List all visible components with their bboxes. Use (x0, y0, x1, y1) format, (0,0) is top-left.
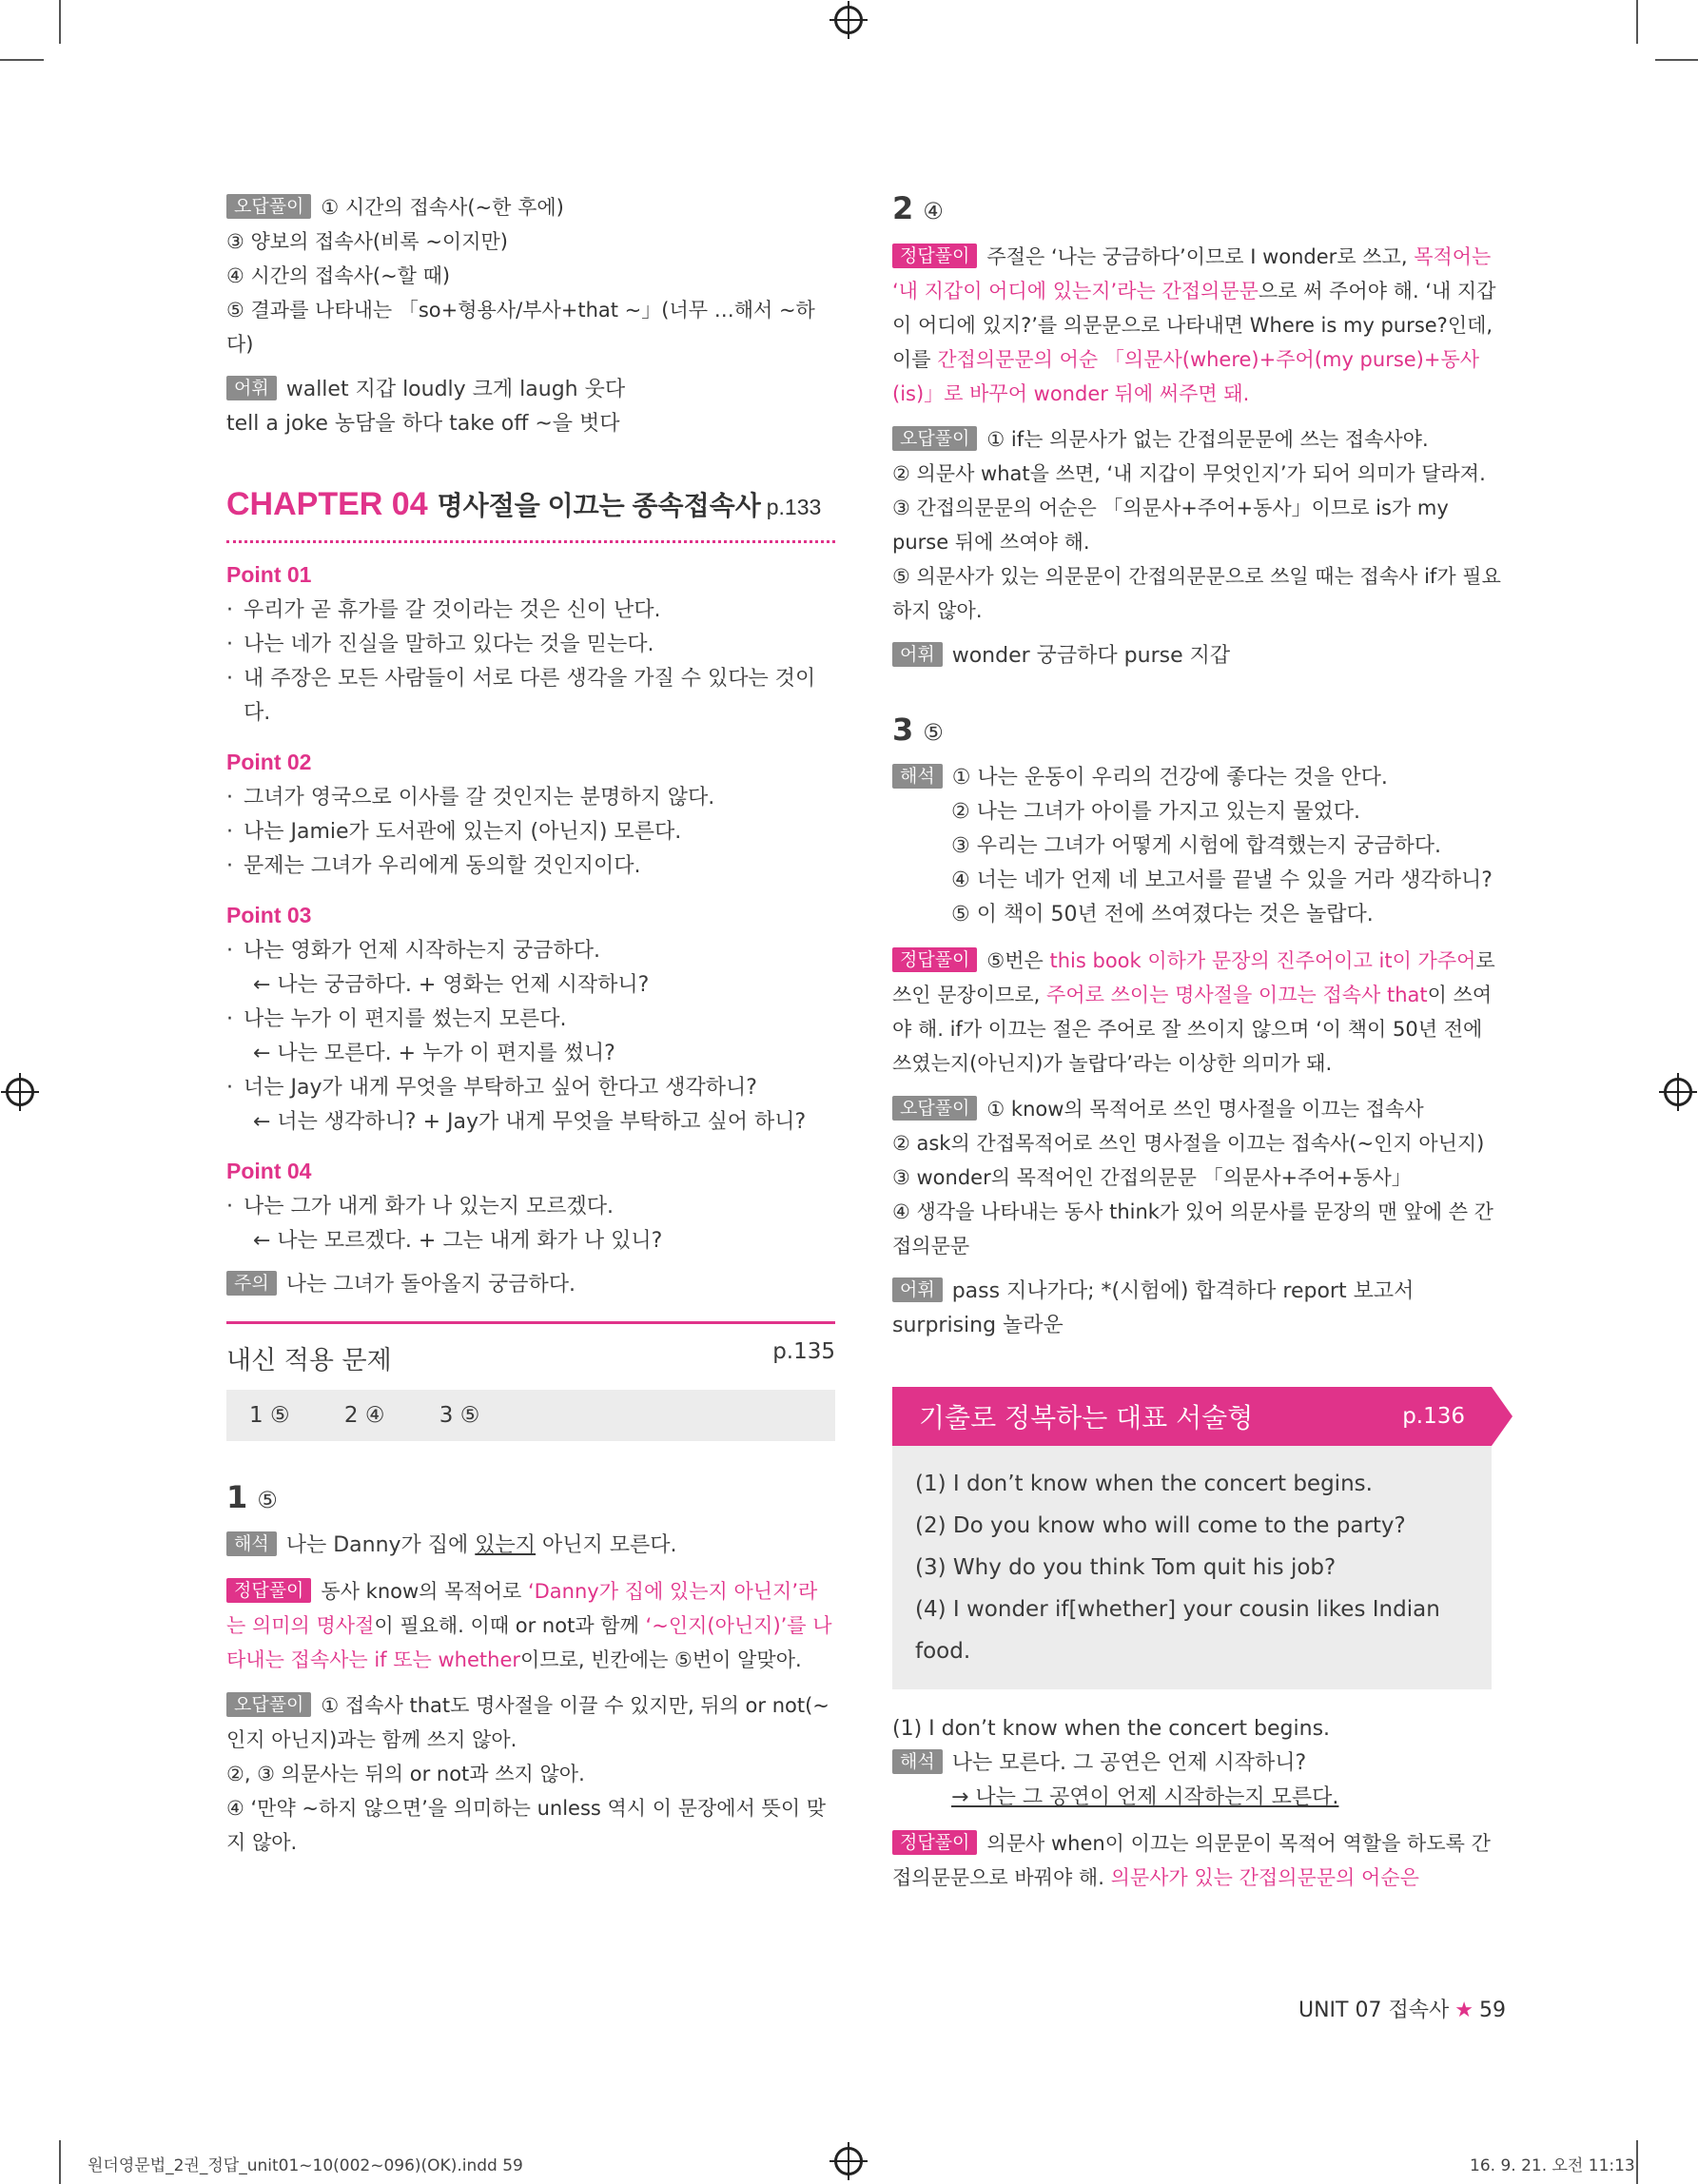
answer-tag: 정답풀이 (892, 1830, 977, 1855)
question-num-label: 3 (892, 712, 914, 748)
crop-mark (59, 0, 61, 44)
point-example-line: · 나는 그가 내게 화가 나 있는지 모르겠다. (226, 1190, 835, 1224)
writing-section-banner (892, 1387, 1492, 1446)
wrong-tag: 오답풀이 (226, 194, 311, 219)
explanation-highlight: 주어로 쓰이는 명사절을 이끄는 접속사 that (1046, 984, 1428, 1006)
vocab (892, 639, 1501, 673)
translation-line: ③ 우리는 그녀가 어떻게 시험에 합격했는지 궁금하다. (951, 834, 1441, 858)
caution-note (226, 1268, 835, 1302)
prev-question-vocab (226, 373, 835, 441)
point-derivation-line: ← 나는 모른다. + 누가 이 편지를 썼니? (253, 1042, 615, 1065)
explanation-highlight: 목적어는 ‘내 지갑이 어디에 있는지’라는 간접의문문 (892, 245, 1492, 302)
vocab-line: pass 지나가다; *(시험에) 합격하다 report 보고서 (951, 1279, 1415, 1303)
writing-answers-box (892, 1446, 1492, 1689)
crop-mark (1655, 59, 1698, 61)
question-number (226, 1479, 835, 1515)
explanation-text: 이 필요해. 이때 or not과 함께 (374, 1614, 646, 1637)
explanation-highlight: 간접의문문의 어순 「의문사(where)+주어(my purse)+동사(is)」로 바꾸어 wonder 뒤에 써주면 돼. (892, 348, 1480, 405)
writing-answer-item: (3) Why do you think Tom quit his job? (915, 1555, 1337, 1580)
answer-explanation (892, 1826, 1501, 1895)
vocab-tag: 어휘 (226, 376, 277, 400)
wrong-explanation (226, 1688, 835, 1860)
chapter-label: CHAPTER 04 (226, 486, 428, 522)
answer-tag: 정답풀이 (226, 1578, 311, 1603)
vocab-line: tell a joke 농담을 하다 take off ~을 벗다 (226, 412, 620, 436)
wrong-line: ① if는 의문사가 없는 간접의문문에 쓰는 접속사야. (986, 428, 1429, 451)
translation-tag: 해석 (892, 764, 943, 789)
point-example-line: · 나는 누가 이 편지를 썼는지 모른다. (226, 1003, 835, 1037)
question-answer-choice: ⑤ (923, 719, 944, 746)
translation-line: ② 나는 그녀가 아이를 가지고 있는지 물었다. (951, 800, 1360, 824)
answer-tag: 정답풀이 (892, 947, 977, 972)
answer-explanation (226, 1574, 835, 1677)
point-derivation-line: ← 너는 생각하니? + Jay가 내게 무엇을 부탁하고 싶어 하니? (253, 1110, 807, 1134)
translation-line: ① 나는 운동이 우리의 건강에 좋다는 것을 안다. (951, 766, 1388, 790)
translation-underlined: 있는지 (475, 1533, 537, 1557)
translation-line: ⑤ 이 책이 50년 전에 쓰여졌다는 것은 놀랍다. (951, 903, 1374, 926)
crop-mark (0, 59, 44, 61)
wrong-line: ④ 생각을 나타내는 동사 think가 있어 의문사를 문장의 맨 앞에 쓴 간접의문문 (892, 1200, 1493, 1258)
point-example-line: · 우리가 곧 휴가를 갈 것이라는 것은 신이 난다. (226, 594, 835, 628)
right-column (892, 190, 1501, 1895)
chapter-title: 명사절을 이끄는 종속접속사 (437, 491, 761, 520)
vocab-line: wallet 지갑 loudly 크게 laugh 웃다 (285, 378, 626, 401)
translation-tag: 해석 (226, 1531, 277, 1556)
caution-tag: 주의 (226, 1271, 277, 1296)
wrong-line: ④ ‘만약 ~하지 않으면’을 의미하는 unless 역시 이 문장에서 뜻이 맞지 않아. (226, 1797, 827, 1854)
wrong-line: ① 시간의 접속사(~한 후에) (321, 196, 564, 219)
vocab-tag: 어휘 (892, 642, 943, 667)
point-example-line: · 나는 네가 진실을 말하고 있다는 것을 믿는다. (226, 628, 835, 662)
point-example-line: · 문제는 그녀가 우리에게 동의할 것인지이다. (226, 849, 835, 884)
wrong-line: ② 의문사 what을 쓰면, ‘내 지갑이 무엇인지’가 되어 의미가 달라져. (892, 462, 1486, 485)
explanation-text: 으로 써 주어야 해. ‘내 지갑이 어디에 있지?’를 의문문으로 나타내면 Where is my purse?인데, 이를 (892, 280, 1496, 371)
print-slug-date: 16. 9. 21. 오전 11:13 (1470, 2156, 1635, 2175)
point-title: Point 04 (226, 1159, 312, 1183)
point-title: Point 03 (226, 903, 312, 927)
exam-section-page: p.135 (772, 1339, 835, 1364)
writing-answer-item: (4) I wonder if[whether] your cousin likes Indian food. (915, 1597, 1440, 1664)
exam-section-heading (226, 1321, 835, 1376)
writing-answer-item: (1) I don’t know when the concert begins. (915, 1472, 1373, 1496)
chapter-heading (226, 485, 835, 543)
writing-section-page: p.136 (1402, 1404, 1465, 1429)
wrong-line: ⑤ 의문사가 있는 의문문이 간접의문문으로 쓰일 때는 접속사 if가 필요하지 않아. (892, 565, 1501, 622)
exam-section-title: 내신 적용 문제 (226, 1346, 392, 1375)
print-slug-filename: 원더영문법_2권_정답_unit01~10(002~096)(OK).indd 59 (88, 2156, 523, 2175)
wrong-line: ④ 시간의 접속사(~할 때) (226, 264, 451, 287)
wrong-explanation (892, 422, 1501, 628)
question-number (892, 190, 1501, 226)
point-example-line: · 너는 Jay가 내게 무엇을 부탁하고 싶어 한다고 생각하니? (226, 1071, 835, 1105)
point-title: Point 02 (226, 750, 312, 774)
wrong-tag: 오답풀이 (892, 1096, 977, 1121)
translation (892, 761, 1501, 932)
explanation-text: 이 쓰여야 해. if가 이끄는 절은 주어로 잘 쓰이지 않으며 ‘이 책이 50년 전에 쓰였는지(아닌지)가 놀랍다’라는 이상한 의미가 돼. (892, 984, 1493, 1075)
explanation-highlight: ‘~인지(아닌지)’를 나타내는 접속사는 if 또는 whether (226, 1614, 832, 1671)
writing-section-title: 기출로 정복하는 대표 서술형 (919, 1402, 1254, 1433)
explanation-text: 주절은 ‘나는 궁금하다’이므로 I wonder로 쓰고, (986, 245, 1415, 268)
crop-mark (59, 2140, 61, 2184)
writing-sentence: (1) I don’t know when the concert begins. (892, 1717, 1331, 1741)
prev-question-wrong (226, 190, 835, 361)
translation (892, 1746, 1501, 1815)
translation-line: → 나는 그 공연이 언제 시작하는지 모른다. (951, 1785, 1339, 1809)
explanation-highlight: 의문사가 있는 간접의문문의 어순은 (1110, 1866, 1419, 1889)
wrong-line: ① know의 목적어로 쓰인 명사절을 이끄는 접속사 (986, 1098, 1424, 1121)
wrong-line: ⑤ 결과를 나타내는 「so+형용사/부사+that ~」(너무 …해서 ~하다) (226, 299, 815, 356)
question-answer-choice: ④ (923, 198, 944, 224)
left-column (226, 190, 835, 1860)
translation-text: 아닌지 모른다. (536, 1533, 677, 1557)
registration-mark-icon (1664, 1078, 1692, 1106)
point-example-line: · 그녀가 영국으로 이사를 갈 것인지는 분명하지 않다. (226, 781, 835, 815)
point-derivation-line: ← 나는 궁금하다. + 영화는 언제 시작하니? (253, 973, 650, 997)
explanation-highlight: ‘Danny가 집에 있는지 아닌지’라는 의미의 명사절 (226, 1580, 818, 1637)
wrong-tag: 오답풀이 (226, 1692, 311, 1717)
crop-mark (1636, 0, 1638, 44)
question-num-label: 1 (226, 1479, 248, 1515)
translation-line: 나는 모른다. 그 공연은 언제 시작하니? (951, 1751, 1307, 1775)
wrong-line: ② ask의 간접목적어로 쓰인 명사절을 이끄는 접속사(~인지 아닌지) (892, 1132, 1485, 1155)
wrong-line: ③ 간접의문문의 어순은 「의문사+주어+동사」이므로 is가 my purse 뒤에 쓰여야 해. (892, 497, 1449, 554)
page-footer (1298, 1994, 1506, 2023)
translation-tag: 해석 (892, 1749, 943, 1774)
registration-mark-icon (6, 1078, 34, 1106)
vocab-line: wonder 궁금하다 purse 지갑 (951, 644, 1231, 668)
question-num-label: 2 (892, 190, 914, 226)
page-number: 59 (1478, 1999, 1506, 2022)
point-example-line: · 나는 Jamie가 도서관에 있는지 (아닌지) 모른다. (226, 815, 835, 849)
chapter-page: p.133 (766, 495, 822, 519)
explanation-highlight: this book 이하가 문장의 진주어이고 it이 가주어 (1049, 949, 1476, 972)
explanation-text: 이므로, 빈칸에는 ⑤번이 알맞아. (520, 1648, 802, 1671)
grammar-points (226, 562, 835, 1258)
writing-answer-item: (2) Do you know who will come to the party? (915, 1513, 1406, 1538)
explanation-text: 의문사 when이 이끄는 의문문이 목적어 역할을 하도록 간접의문문으로 바꿔야 해. (892, 1832, 1491, 1889)
answer-tag: 정답풀이 (892, 244, 977, 268)
vocab-tag: 어휘 (892, 1277, 943, 1302)
wrong-line: ③ wonder의 목적어인 간접의문문 「의문사+주어+동사」 (892, 1166, 1412, 1189)
wrong-explanation (892, 1092, 1501, 1263)
question-answer-choice: ⑤ (257, 1487, 278, 1513)
explanation-text: ⑤번은 (986, 949, 1050, 972)
answer-explanation (892, 240, 1501, 411)
answer-explanation (892, 944, 1501, 1081)
wrong-line: ① 접속사 that도 명사절을 이끌 수 있지만, 뒤의 or not(~인지 아닌지)과는 함께 쓰지 않아. (226, 1694, 829, 1751)
point-example-line: · 내 주장은 모든 사람들이 서로 다른 생각을 가질 수 있다는 것이다. (226, 662, 835, 731)
translation-text: 나는 Danny가 집에 (285, 1533, 476, 1557)
explanation-text: 동사 know의 목적어로 (321, 1580, 528, 1603)
point-title: Point 01 (226, 562, 312, 587)
answer-key-item: 1 ⑤ (249, 1403, 290, 1428)
answer-key-item: 2 ④ (343, 1403, 385, 1428)
answer-key-bar (226, 1390, 835, 1441)
wrong-line: ②, ③ 의문사는 뒤의 or not과 쓰지 않아. (226, 1763, 585, 1785)
registration-mark-icon (834, 6, 863, 34)
translation (226, 1529, 835, 1563)
explanation-text: 로 쓰인 문장이므로, (892, 949, 1495, 1006)
question-number (892, 712, 1501, 748)
star-icon: ★ (1454, 1999, 1474, 2022)
footer-unit: UNIT 07 접속사 (1298, 1999, 1450, 2022)
point-derivation-line: ← 나는 모르겠다. + 그는 내게 화가 나 있니? (253, 1229, 663, 1253)
crop-mark (1636, 2140, 1638, 2184)
answer-key-item: 3 ⑤ (439, 1403, 480, 1428)
wrong-line: ③ 양보의 접속사(비록 ~이지만) (226, 230, 508, 253)
vocab-line: surprising 놀라운 (892, 1314, 1064, 1337)
translation-line: ④ 너는 네가 언제 네 보고서를 끝낼 수 있을 거라 생각하니? (951, 868, 1493, 892)
point-example-line: · 나는 영화가 언제 시작하는지 궁금하다. (226, 934, 835, 968)
wrong-tag: 오답풀이 (892, 426, 977, 451)
vocab (892, 1275, 1501, 1343)
registration-mark-icon (834, 2147, 863, 2175)
caution-text: 나는 그녀가 돌아올지 궁금하다. (285, 1273, 576, 1297)
